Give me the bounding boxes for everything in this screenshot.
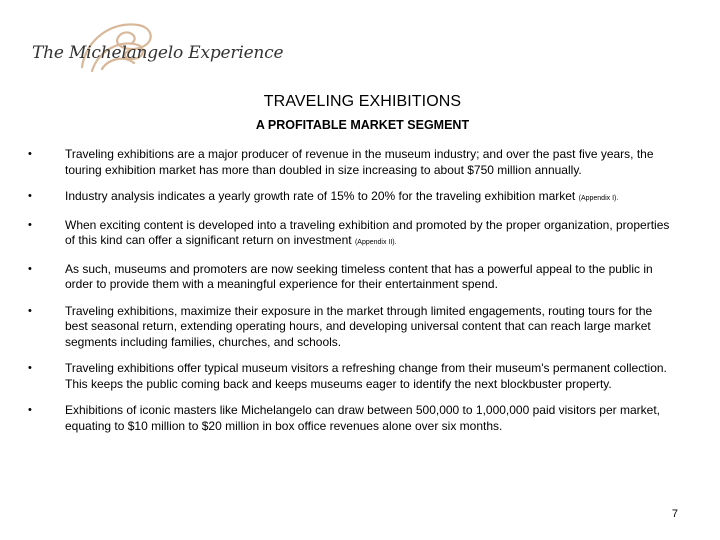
list-item — [0, 189, 675, 207]
bullet-text: Traveling exhibitions, maximize their exposure in the market through limited engagements, routing tours for the best seasonal return, extending operating hours, and developing universal content that can reach large market segments including families, churches, and schools. — [65, 303, 653, 349]
bullet-text: Traveling exhibitions offer typical museum visitors a refreshing change from their museum's permanent collection. This keeps the public coming back and keeps museums eager to identify the next blockbuster property. — [65, 361, 667, 391]
bullet-icon: • — [28, 404, 32, 416]
bullet-text: When exciting content is developed into a traveling exhibition and promoted by the proper organization, properties of this kind can offer a significant return on investment — [65, 217, 670, 247]
bullet-icon: • — [28, 148, 32, 160]
bullet-text: As such, museums and promoters are now seeking timeless content that has a powerful appeal to the public in order to provide them with a meaningful experience for their entertainment spend. — [65, 261, 653, 291]
page-subtitle: A PROFITABLE MARKET SEGMENT — [255, 118, 470, 132]
bullet-text: Traveling exhibitions are a major producer of revenue in the museum industry; and over the past five years, the touring exhibition market has more than doubled in size increasing to about $750 million annually. — [65, 147, 654, 177]
bullet-icon: • — [28, 304, 32, 317]
list-item — [0, 361, 675, 392]
logo — [30, 15, 284, 75]
page-number: 7 — [671, 508, 678, 520]
appendix-reference: (Appendix I). — [578, 195, 619, 202]
list-item — [0, 147, 675, 178]
bullet-icon: • — [28, 190, 32, 202]
list-item — [0, 262, 675, 293]
list-item — [0, 403, 675, 434]
bullet-list — [0, 147, 720, 445]
logo-wordmark: The Michelangelo Experience — [32, 43, 284, 63]
list-item — [0, 218, 675, 251]
appendix-reference: (Appendix II). — [354, 239, 397, 246]
bullet-icon: • — [28, 362, 32, 374]
bullet-icon: • — [28, 262, 32, 275]
list-item — [0, 304, 675, 351]
bullet-text: Exhibitions of iconic masters like Michelangelo can draw between 500,000 to 1,000,000 paid visitors per market, equating to $10 million to $20 million in box office revenues alone over six months. — [65, 403, 660, 433]
bullet-icon: • — [28, 218, 32, 231]
page-title: TRAVELING EXHIBITIONS — [263, 93, 462, 110]
bullet-text: Industry analysis indicates a yearly growth rate of 15% to 20% for the traveling exhibition market — [65, 189, 576, 203]
